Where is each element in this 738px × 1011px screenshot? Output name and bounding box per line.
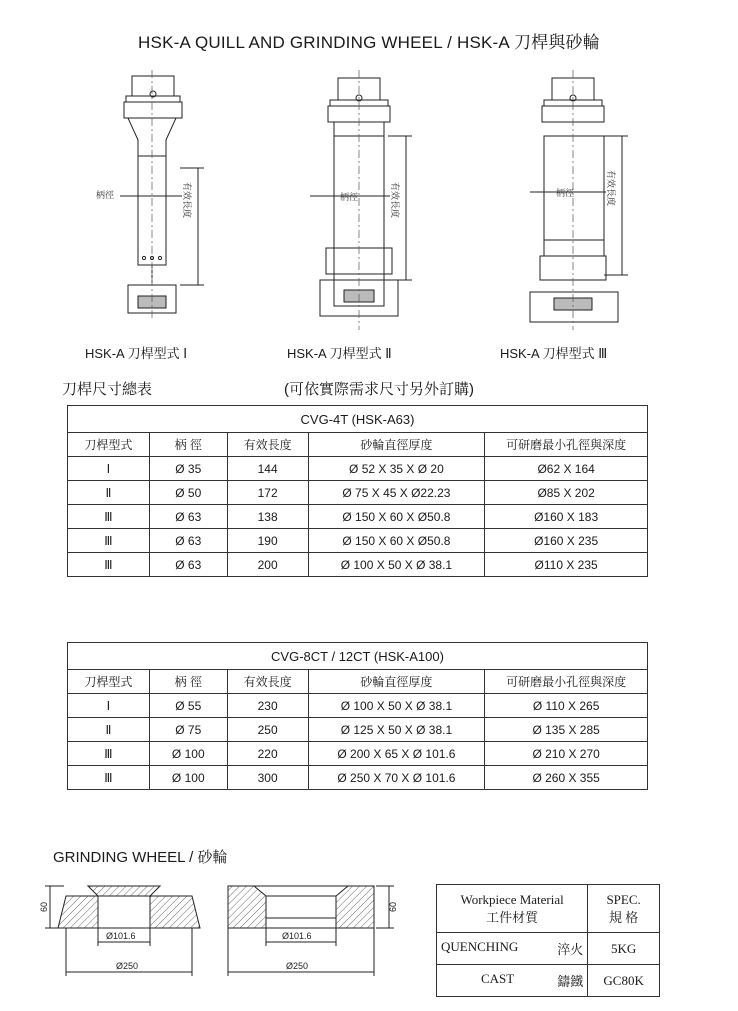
table-cell: 220 [227, 742, 308, 766]
table-cell: Ø 110 X 265 [485, 694, 648, 718]
header-cell: 有效長度 [227, 670, 308, 694]
table-cell: Ⅱ [68, 718, 150, 742]
wheel-section-title: GRINDING WHEEL / 砂輪 [53, 849, 228, 866]
table-row [68, 457, 648, 481]
spec-header-zh: 規 格 [608, 909, 639, 925]
summary-note: (可依實際需求尺寸另外訂購) [284, 381, 474, 398]
header-cell: 砂輪直徑厚度 [308, 670, 485, 694]
table-cell: Ⅲ [68, 742, 150, 766]
table-cell: Ø 100 X 50 X Ø 38.1 [308, 694, 485, 718]
table-cell: Ø160 X 235 [485, 529, 648, 553]
table-cell: 172 [227, 481, 308, 505]
table-row [68, 766, 648, 790]
quill-type-2-drawing [290, 70, 450, 330]
wheel-bore-label: Ø101.6 [106, 931, 136, 941]
table-cell: Ø 100 X 50 X Ø 38.1 [308, 553, 485, 577]
caption-type-1: HSK-A 刀桿型式 Ⅰ [85, 346, 188, 361]
table-cell: Ø 55 [149, 694, 227, 718]
table-title: CVG-4T (HSK-A63) [68, 406, 648, 433]
material-spec-table [436, 884, 660, 997]
material-zh: 淬火 [557, 942, 584, 957]
table-cell: Ø 125 X 50 X Ø 38.1 [308, 718, 485, 742]
spec-value: 5KG [588, 933, 660, 965]
shank-dia-label-1: 柄徑 [96, 191, 115, 201]
table-cell: Ø 150 X 60 X Ø50.8 [308, 529, 485, 553]
table-cell: Ø160 X 183 [485, 505, 648, 529]
table-cell: Ø 75 [149, 718, 227, 742]
wheel-outer-label: Ø250 [116, 961, 139, 971]
table-row [68, 694, 648, 718]
table-cell: Ⅰ [68, 694, 150, 718]
table-header-row [68, 433, 648, 457]
table-cell: Ø 150 X 60 X Ø50.8 [308, 505, 485, 529]
summary-title: 刀桿尺寸總表 [62, 381, 153, 398]
table-cell: Ⅰ [68, 457, 150, 481]
table-cell: Ø 100 [149, 766, 227, 790]
table-cell: Ⅲ [68, 553, 150, 577]
table-cell: Ⅲ [68, 766, 150, 790]
table-cell: Ø 63 [149, 505, 227, 529]
spec-value: GC80K [588, 965, 660, 997]
spec-header-en: SPEC. [606, 891, 641, 907]
table-row [437, 965, 660, 997]
table-cell: Ø 75 X 45 X Ø22.23 [308, 481, 485, 505]
material-en: CAST [481, 971, 515, 986]
table-cell: Ø 63 [149, 529, 227, 553]
table-cell: Ø85 X 202 [485, 481, 648, 505]
spec-table-cvg-8ct-12ct [67, 642, 648, 790]
wheel-bore-label: Ø101.6 [282, 931, 312, 941]
wheel-outer-label: Ø250 [286, 961, 309, 971]
header-cell: 可研磨最小孔徑與深度 [485, 433, 648, 457]
page-title: HSK-A QUILL AND GRINDING WHEEL / HSK-A 刀桿與砂輪 [138, 33, 600, 52]
table-cell: 138 [227, 505, 308, 529]
shank-dia-label-2: 柄徑 [340, 193, 359, 203]
material-zh: 鑄鐵 [557, 974, 584, 989]
caption-type-3: HSK-A 刀桿型式 Ⅲ [500, 346, 608, 361]
table-cell: 230 [227, 694, 308, 718]
material-header-zh: 工件材質 [486, 909, 539, 925]
table-row [68, 742, 648, 766]
table-cell: Ⅱ [68, 481, 150, 505]
table-row [68, 718, 648, 742]
material-en: QUENCHING [441, 939, 519, 954]
effective-length-label-3: 有效長度 [605, 170, 615, 207]
grinding-wheel-drawing-1 [40, 880, 210, 990]
table-cell: Ø 100 [149, 742, 227, 766]
material-header-en: Workpiece Material [460, 891, 564, 907]
table-cell: Ø 135 X 285 [485, 718, 648, 742]
header-cell: 柄 徑 [149, 433, 227, 457]
wheel-height-label: 60 [388, 901, 398, 912]
table-row [68, 505, 648, 529]
table-cell: 200 [227, 553, 308, 577]
table-cell: Ø 260 X 355 [485, 766, 648, 790]
table-cell: Ø 250 X 70 X Ø 101.6 [308, 766, 485, 790]
table-cell: Ø 200 X 65 X Ø 101.6 [308, 742, 485, 766]
header-cell: 刀桿型式 [68, 670, 150, 694]
table-cell: Ø 50 [149, 481, 227, 505]
table-cell: 190 [227, 529, 308, 553]
shank-dia-label-3: 柄徑 [556, 189, 575, 199]
table-row [68, 529, 648, 553]
table-row [68, 481, 648, 505]
caption-type-2: HSK-A 刀桿型式 Ⅱ [287, 346, 392, 361]
spec-table-cvg-4t [67, 405, 648, 577]
table-header-row [68, 670, 648, 694]
quill-type-3-drawing [510, 70, 670, 330]
table-cell: Ⅲ [68, 529, 150, 553]
header-cell: 柄 徑 [149, 670, 227, 694]
table-cell: 300 [227, 766, 308, 790]
table-cell: Ø62 X 164 [485, 457, 648, 481]
header-cell: 砂輪直徑厚度 [308, 433, 485, 457]
table-cell: Ø 35 [149, 457, 227, 481]
table-cell: 250 [227, 718, 308, 742]
header-cell: 有效長度 [227, 433, 308, 457]
effective-length-label-2: 有效長度 [389, 182, 399, 219]
table-cell: 144 [227, 457, 308, 481]
table-cell: Ø110 X 235 [485, 553, 648, 577]
header-cell: 可研磨最小孔徑與深度 [485, 670, 648, 694]
table-row [68, 553, 648, 577]
table-row [437, 933, 660, 965]
table-cell: Ø 210 X 270 [485, 742, 648, 766]
table-cell: Ø 63 [149, 553, 227, 577]
effective-length-label-1: 有效長度 [181, 182, 191, 219]
table-cell: Ⅲ [68, 505, 150, 529]
quill-type-1-drawing [80, 70, 240, 320]
grinding-wheel-drawing-2 [224, 880, 414, 990]
table-cell: Ø 52 X 35 X Ø 20 [308, 457, 485, 481]
wheel-height-label: 60 [39, 901, 49, 912]
table-title: CVG-8CT / 12CT (HSK-A100) [68, 643, 648, 670]
header-cell: 刀桿型式 [68, 433, 150, 457]
